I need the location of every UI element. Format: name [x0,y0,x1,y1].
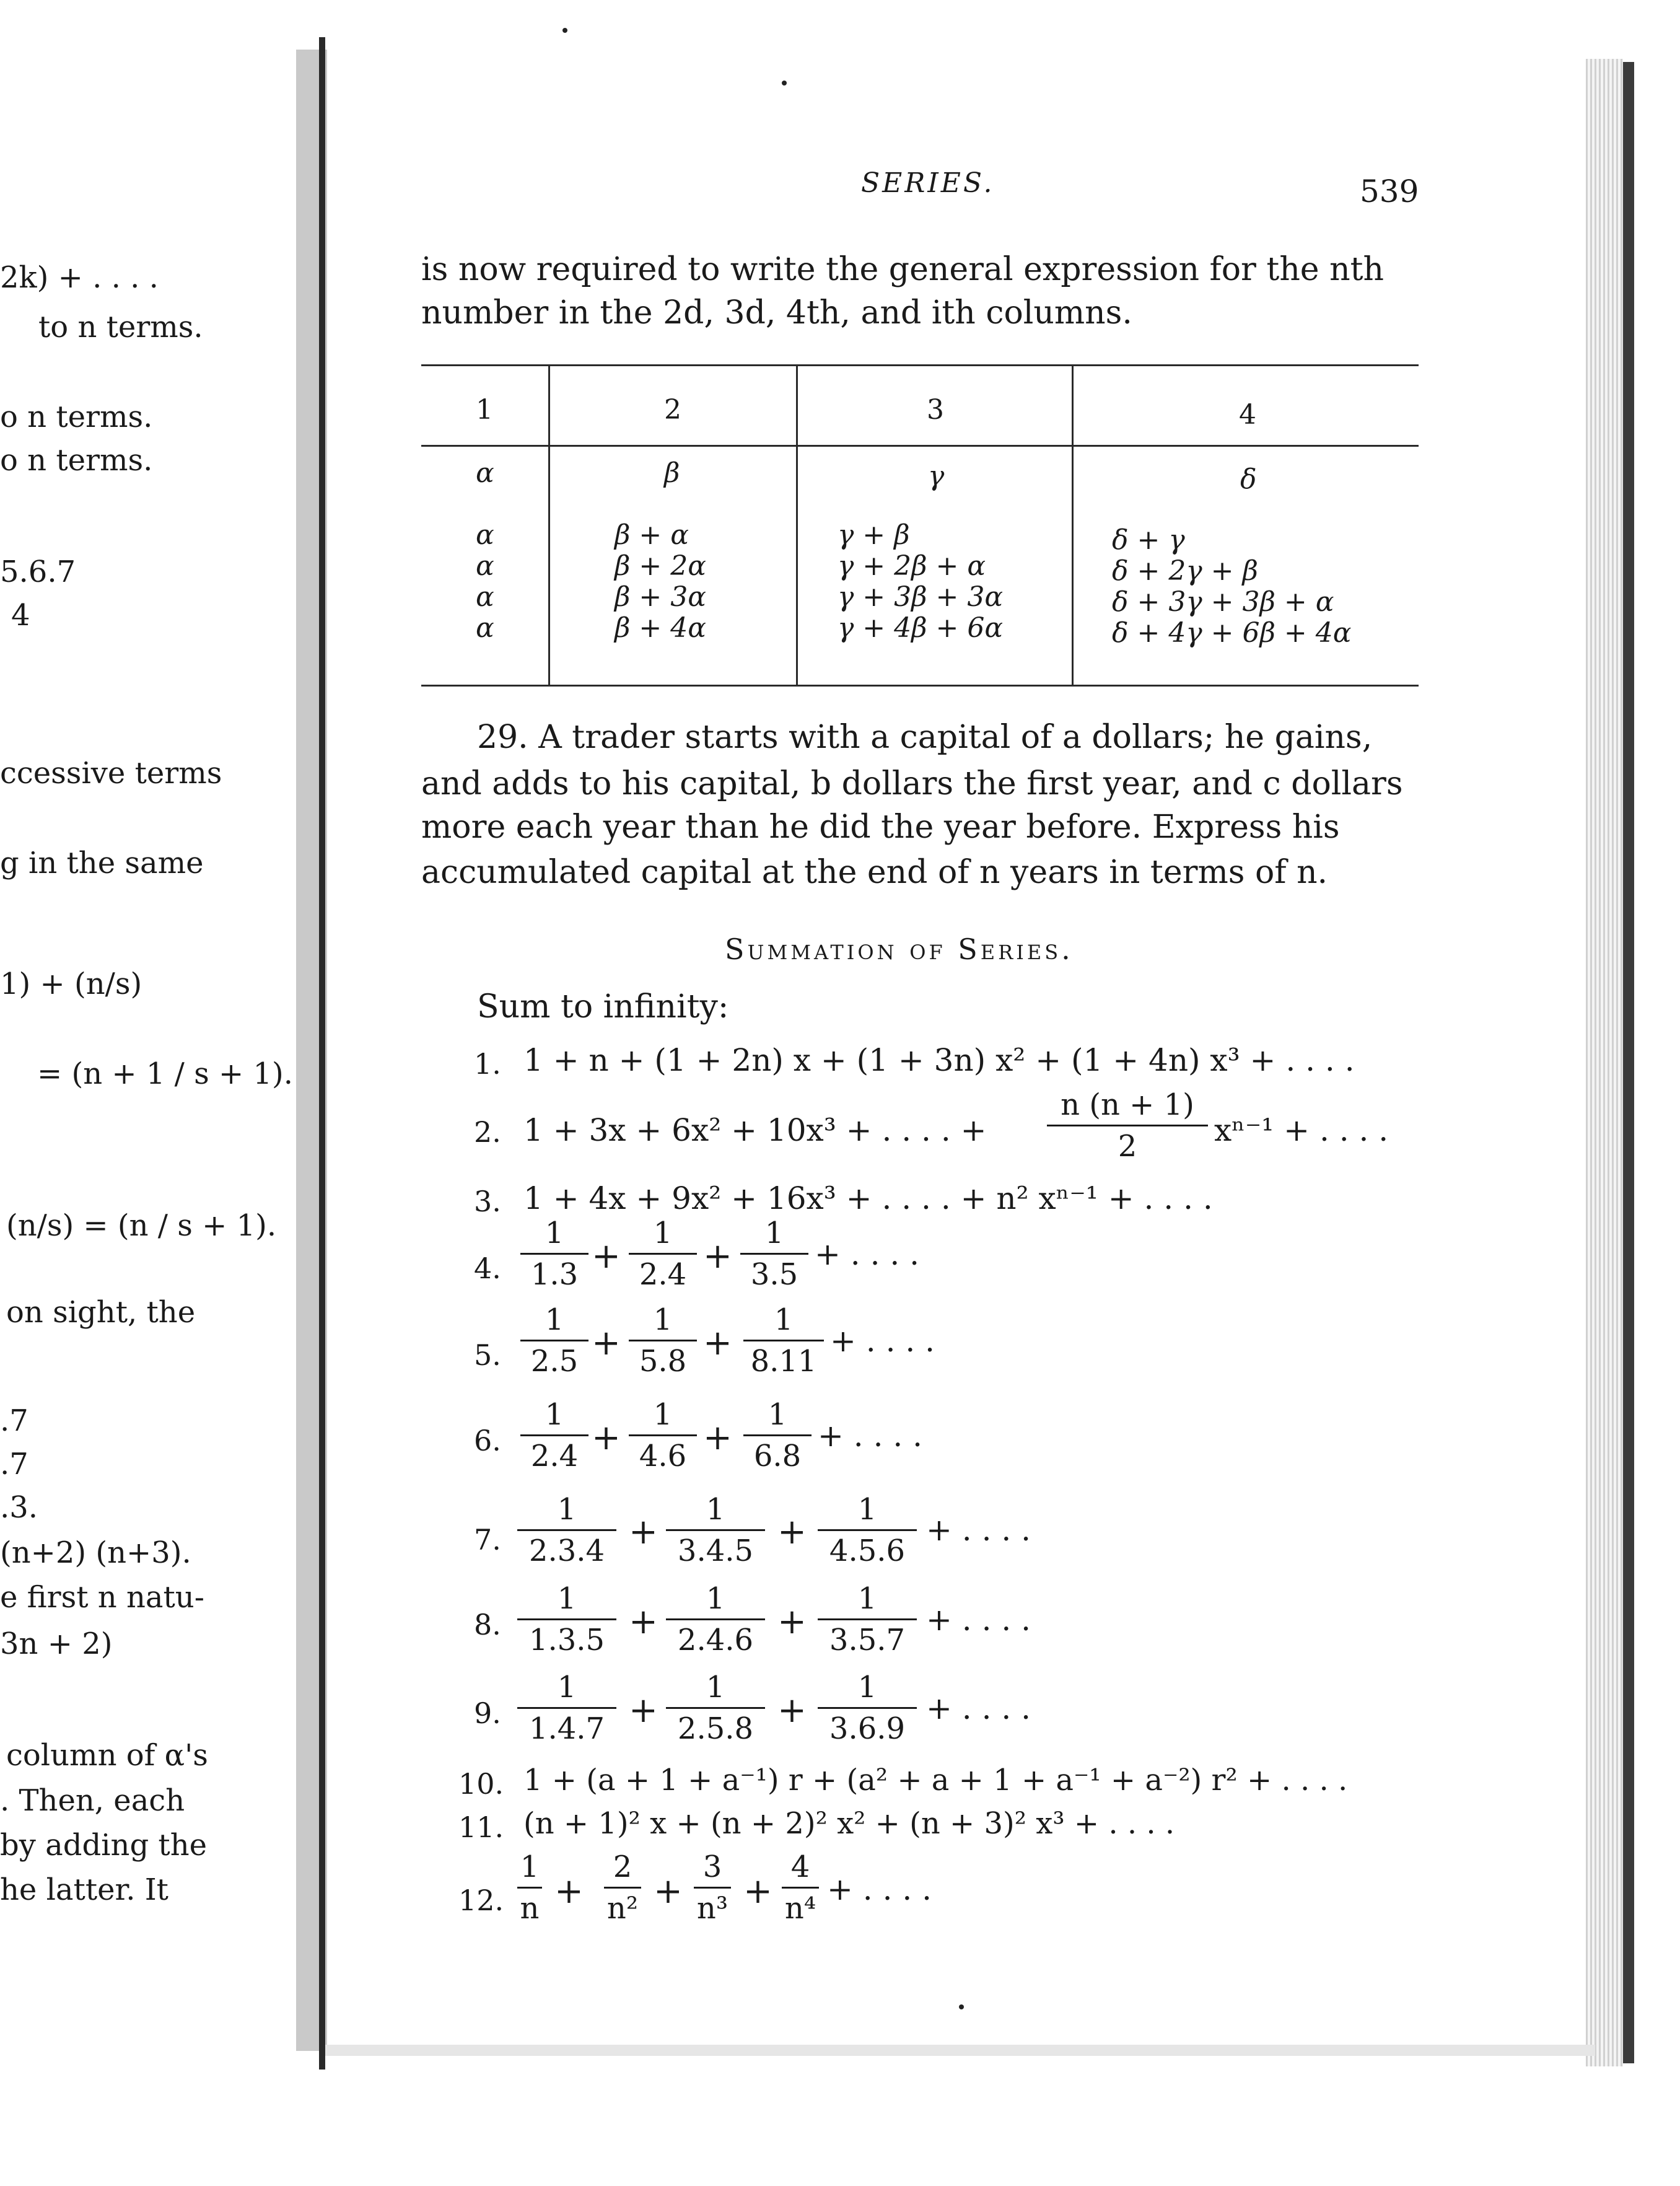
plus-sign: + [592,1323,621,1363]
fraction-denominator: n³ [696,1891,728,1926]
facing-page [0,0,338,2186]
fraction [629,1302,697,1379]
fraction [520,1216,588,1292]
problem-29-line: 29. A trader starts with a capital of a dollars; he gains, [477,719,1373,756]
fraction-bar [782,1887,819,1889]
fraction [520,1302,588,1379]
table-cell: α [476,612,494,644]
intro-line: number in the 2d, 3d, 4th, and ith columns. [421,294,1132,331]
problem-1-expression: 1 + n + (1 + 2n) x + (1 + 3n) x² + (1 + 4n) x³ + . . . . [523,1042,1355,1078]
fraction-numerator: 1 [653,1302,673,1337]
table-cell: δ + γ [1112,524,1185,556]
facing-line: .7 [0,1403,28,1438]
fraction-bar [517,1707,616,1709]
facing-line: o n terms. [0,400,153,434]
fraction-bar [517,1887,542,1889]
problem-number: 9. [474,1697,501,1730]
fraction-bar [520,1253,588,1255]
table-cell: β + 3α [615,581,706,613]
fraction-numerator: 1 [706,1581,725,1616]
fraction-denominator: 1.3 [530,1257,579,1292]
fraction-denominator: 6.8 [753,1439,802,1473]
table-cell: α [476,519,494,551]
table-cell: δ + 2γ + β [1112,555,1258,587]
fraction [666,1581,765,1657]
difference-table [421,364,1419,687]
fraction-bar [629,1434,697,1436]
fraction [743,1302,824,1379]
problem-11-expression: (n + 1)² x + (n + 2)² x² + (n + 3)² x³ + . . . . [523,1806,1175,1841]
table-cell: γ + 4β + 6α [838,612,1004,644]
table-rule-col [796,364,798,685]
table-rule-bottom [421,685,1419,687]
plus-sign: + [629,1602,658,1642]
fraction [743,1397,812,1473]
fraction-numerator: 1 [557,1670,577,1705]
fraction-numerator: 1 [545,1397,564,1432]
fraction-denominator: 3.4.5 [677,1534,754,1568]
problem-number: 12. [458,1884,504,1917]
problem-number: 5. [474,1338,501,1372]
fraction-denominator: 1.3.5 [528,1623,605,1657]
plus-sign: + [629,1512,658,1552]
problem-number: 6. [474,1424,501,1457]
problem-3-expression: 1 + 4x + 9x² + 16x³ + . . . . + n² xⁿ⁻¹ + . . . . [523,1180,1213,1216]
fraction-numerator: 1 [857,1670,877,1705]
problem-number: 7. [474,1523,501,1556]
problem-number: 8. [474,1608,501,1641]
fraction-numerator: 1 [768,1397,787,1432]
fraction [517,1581,616,1657]
fraction-numerator: 1 [545,1216,564,1250]
page-number: 539 [1360,173,1419,209]
fraction [694,1850,731,1926]
table-cell: γ + 2β + α [838,550,986,582]
table-header: 4 [1239,399,1256,431]
fraction-denominator: 3.5 [750,1257,798,1292]
continuation: + . . . . [926,1602,1031,1638]
problem-10-expression: 1 + (a + 1 + a⁻¹) r + (a² + a + 1 + a⁻¹ + a⁻²) r² + . . . . [523,1763,1348,1798]
fraction-bar [520,1434,588,1436]
fraction-bar [666,1618,765,1620]
table-header: 1 [476,394,493,426]
plus-sign: + [654,1871,683,1912]
fraction-denominator: n [520,1891,540,1926]
fraction-denominator: 4.6 [639,1439,687,1473]
fraction-bar [818,1529,917,1531]
fraction-numerator: 1 [557,1581,577,1616]
fraction-numerator: 4 [790,1850,810,1884]
facing-line: on sight, the [6,1295,196,1330]
facing-line: g in the same [0,846,204,880]
facing-line: (n/s) = (n / s + 1). [6,1208,277,1243]
fraction-bar [520,1340,588,1341]
running-header: SERIES. [861,167,995,199]
fraction-numerator: 1 [857,1492,877,1527]
fraction-bar [1047,1125,1208,1126]
table-cell: γ + 3β + 3α [838,581,1004,613]
problem-29-line: accumulated capital at the end of n years in terms of n. [421,854,1328,891]
fraction-numerator: 2 [613,1850,632,1884]
table-cell: γ [928,460,945,492]
fraction-bar [743,1340,824,1341]
problem-number: 1. [474,1047,501,1081]
sum-to-infinity-label: Sum to infinity: [477,988,729,1025]
fraction-numerator: 1 [706,1492,725,1527]
fraction-numerator: 1 [764,1216,784,1250]
fraction-bar [740,1253,808,1255]
fraction-denominator: 2.4.6 [677,1623,754,1657]
page-bottom-shadow [325,2045,1595,2056]
table-cell: δ + 3γ + 3β + α [1112,586,1334,618]
fraction [629,1397,697,1473]
fraction-bar [629,1340,697,1341]
plus-sign: + [592,1236,621,1276]
fraction [818,1581,917,1657]
page-edges [1586,59,1623,2066]
table-rule-header [421,445,1419,447]
facing-line: o n terms. [0,443,153,478]
table-header: 3 [927,394,944,426]
fraction-numerator: 1 [557,1492,577,1527]
intro-line: is now required to write the general expression for the nth [421,251,1384,288]
fraction [782,1850,819,1926]
fraction [517,1492,616,1568]
problem-29-line: more each year than he did the year before. Express his [421,809,1340,846]
table-cell: δ + 4γ + 6β + 4α [1112,617,1352,649]
fraction-numerator: 1 [653,1216,673,1250]
fraction-denominator: 3.5.7 [829,1623,906,1657]
problem-number: 4. [474,1252,501,1285]
fraction-bar [666,1529,765,1531]
fraction-bar [666,1707,765,1709]
fraction-numerator: 1 [545,1302,564,1337]
fraction-denominator: 2.3.4 [528,1534,605,1568]
facing-line: he latter. It [0,1872,168,1907]
fraction-denominator: 2.4 [639,1257,687,1292]
facing-line: 1) + (n/s) [0,967,142,1001]
plus-sign: + [703,1418,732,1458]
facing-line: ccessive terms [0,756,222,791]
fraction [818,1492,917,1568]
table-rule-col [1072,364,1074,685]
fraction-denominator: 2.5.8 [677,1711,754,1746]
fraction-bar [818,1707,917,1709]
fraction-bar [743,1434,812,1436]
continuation: + . . . . [815,1236,920,1272]
problem-29-line: and adds to his capital, b dollars the first year, and c dollars [421,765,1403,802]
fraction [666,1492,765,1568]
fraction-numerator: 1 [520,1850,540,1884]
scan-speck [959,2004,964,2009]
fraction-denominator: 1.4.7 [528,1711,605,1746]
plus-sign: + [554,1871,584,1912]
table-cell: β + 2α [615,550,706,582]
facing-line: .3. [0,1490,38,1525]
table-cell: β + 4α [615,612,706,644]
fraction-denominator: 4.5.6 [829,1534,906,1568]
problem-2-fraction [1047,1087,1208,1164]
fraction-numerator: 1 [774,1302,794,1337]
scan-speck [562,28,567,33]
plus-sign: + [592,1418,621,1458]
fraction-denominator: 2.4 [530,1439,579,1473]
facing-line: 5.6.7 [0,555,76,589]
problem-number: 3. [474,1185,501,1218]
facing-line: 3n + 2) [0,1626,113,1661]
fraction-denominator: n² [606,1891,639,1926]
fraction [818,1670,917,1746]
facing-line: = (n + 1 / s + 1). [37,1056,293,1091]
fraction-denominator: 3.6.9 [829,1711,906,1746]
problem-number: 10. [458,1767,504,1801]
facing-line: 4 [11,598,30,633]
fraction-denominator: 8.11 [750,1344,817,1379]
table-cell: α [476,550,494,582]
facing-line: .7 [0,1447,28,1481]
fraction [520,1397,588,1473]
fraction-bar [629,1253,697,1255]
problem-number: 2. [474,1115,501,1149]
fraction-numerator: 1 [857,1581,877,1616]
facing-line: by adding the [0,1828,208,1863]
table-rule-top [421,364,1419,366]
section-heading: Summation of Series. [725,933,1074,966]
continuation: + . . . . [827,1871,932,1907]
fraction-bar [517,1529,616,1531]
fraction [666,1670,765,1746]
problem-number: 11. [458,1811,504,1844]
table-cell: γ + β [838,519,910,551]
problem-2-expression-end: xⁿ⁻¹ + . . . . [1214,1112,1389,1148]
fraction-bar [694,1887,731,1889]
plus-sign: + [777,1690,807,1731]
fraction-bar [818,1618,917,1620]
continuation: + . . . . [830,1323,935,1359]
plus-sign: + [777,1602,807,1642]
table-cell: α [476,581,494,613]
continuation: + . . . . [818,1418,923,1454]
scan-speck [782,81,787,86]
facing-line: e first n natu- [0,1580,204,1615]
fraction-denominator: n⁴ [784,1891,816,1926]
table-cell: β + α [615,519,689,551]
table-rule-col [548,364,550,685]
table-cell: α [476,457,494,489]
facing-line: to n terms. [38,310,203,345]
problem-2-expression-start: 1 + 3x + 6x² + 10x³ + . . . . + [523,1112,987,1148]
fraction-numerator: 1 [653,1397,673,1432]
table-cell: β [664,457,680,489]
plus-sign: + [629,1690,658,1731]
fraction-denominator: 2.5 [530,1344,579,1379]
fraction-bar [604,1887,641,1889]
book-spine [319,37,325,2070]
facing-line: . Then, each [0,1783,185,1818]
continuation: + . . . . [926,1690,1031,1726]
fraction [517,1670,616,1746]
plus-sign: + [703,1323,732,1363]
page-edge-dark [1623,62,1634,2063]
fraction [629,1216,697,1292]
fraction-denominator: 2 [1118,1129,1137,1164]
fraction-denominator: 5.8 [639,1344,687,1379]
fraction-numerator: 1 [706,1670,725,1705]
fraction-numerator: n (n + 1) [1061,1087,1194,1122]
facing-line: 2k) + . . . . [0,260,159,295]
continuation: + . . . . [926,1512,1031,1548]
facing-line: (n+2) (n+3). [0,1535,191,1570]
facing-line: column of α's [6,1738,208,1773]
table-header: 2 [664,394,681,426]
fraction [740,1216,808,1292]
table-cell: δ [1240,463,1257,495]
fraction-bar [517,1618,616,1620]
plus-sign: + [777,1512,807,1552]
fraction-numerator: 3 [702,1850,722,1884]
fraction [604,1850,641,1926]
plus-sign: + [703,1236,732,1276]
fraction [517,1850,542,1926]
plus-sign: + [743,1871,772,1912]
